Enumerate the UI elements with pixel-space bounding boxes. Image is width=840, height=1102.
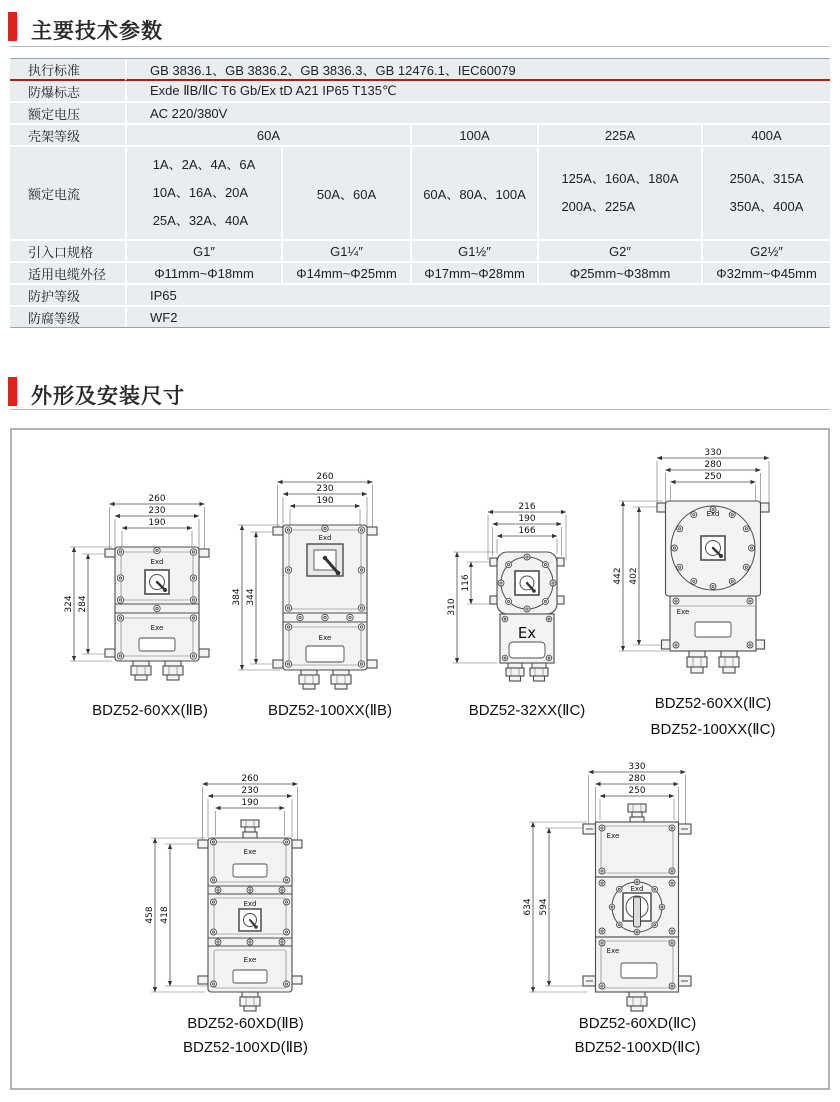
svg-text:260: 260 <box>241 774 259 784</box>
caption-bdz52-60xd-iic: BDZ52-60XD(ⅡC) <box>578 1015 697 1032</box>
caption-bdz52-100xx-iic: BDZ52-100XX(ⅡC) <box>650 721 776 738</box>
caption-bdz52-100xd-iic: BDZ52-100XD(ⅡC) <box>574 1039 701 1056</box>
row-exec-standard <box>10 59 830 81</box>
cell-current-col2: 50A、60A <box>281 147 410 241</box>
caption-bdz52-100xx-iib: BDZ52-100XX(ⅡB) <box>267 702 393 719</box>
exe-label: Exe <box>318 634 332 642</box>
caption-bdz52-100xd-iib: BDZ52-100XD(ⅡB) <box>183 1039 308 1056</box>
svg-text:280: 280 <box>628 774 646 784</box>
top-gland <box>628 804 646 822</box>
current-line: 200A、225A <box>561 199 636 214</box>
svg-text:190: 190 <box>148 518 166 528</box>
drawing-bdz52-32xx-iic <box>445 500 605 700</box>
cell-cable-1: Φ11mm~Φ18mm <box>125 263 281 285</box>
section2-title: 外形及安装尺寸 <box>31 385 185 408</box>
svg-text:190: 190 <box>241 798 259 808</box>
cell-frame-60a: 60A <box>125 125 410 147</box>
cell-cable-3: Φ17mm~Φ28mm <box>410 263 537 285</box>
lever-switch <box>307 544 343 576</box>
svg-text:594: 594 <box>539 898 549 916</box>
bottom-gland <box>240 992 260 1011</box>
svg-text:216: 216 <box>518 502 536 512</box>
current-line: 250A、315A <box>729 171 804 186</box>
drawing-bdz52-60xx-iib <box>62 492 242 699</box>
caption-bdz52-32xx-iic: BDZ52-32XX(ⅡC) <box>468 702 586 719</box>
caption-bdz52-60xx-iib: BDZ52-60XX(ⅡB) <box>92 702 208 719</box>
svg-text:260: 260 <box>148 494 166 504</box>
rotary-switch <box>145 570 169 594</box>
row-label-frame-size: 壳架等级 <box>10 125 125 147</box>
current-line: 350A、400A <box>729 199 804 214</box>
svg-text:330: 330 <box>628 762 646 772</box>
section1-title: 主要技术参数 <box>31 20 163 43</box>
cell-cable-4: Φ25mm~Φ38mm <box>537 263 701 285</box>
svg-text:260: 260 <box>316 472 334 482</box>
drawing-bdz52-100xx-iib <box>230 470 410 702</box>
cell-current-col3: 60A、80A、100A <box>410 147 537 241</box>
section2-accent-bar <box>8 377 17 406</box>
rotary-switch <box>239 909 261 931</box>
dim-left <box>613 501 671 651</box>
cell-inlet-1: G1″ <box>125 241 281 263</box>
svg-text:324: 324 <box>64 595 74 613</box>
svg-text:116: 116 <box>461 574 471 592</box>
svg-text:344: 344 <box>246 588 256 606</box>
exe-top-label: Exe <box>243 848 257 856</box>
exd-label: Exd <box>706 510 720 518</box>
cell-ip-rating: IP65 <box>125 285 830 307</box>
ex-label: Ex <box>517 624 537 642</box>
exe-bottom-label: Exe <box>606 947 620 955</box>
rotary-switch <box>701 536 725 560</box>
exe-label: Exe <box>150 624 164 632</box>
dim-top <box>110 494 205 554</box>
cell-inlet-5: G2½″ <box>701 241 830 263</box>
svg-text:250: 250 <box>628 786 646 796</box>
cable-glands <box>131 661 183 680</box>
row-label-rated-current: 额定电流 <box>10 147 125 241</box>
exe-top-label: Exe <box>606 832 620 840</box>
row-label-ip-rating: 防护等级 <box>10 285 125 307</box>
row-label-exec-standard: 执行标准 <box>10 59 125 81</box>
row-label-anticorrosion: 防腐等级 <box>28 310 81 326</box>
row-label-rated-voltage: 额定电压 <box>10 103 125 125</box>
dim-top <box>278 472 373 532</box>
row-label-inlet-spec: 引入口规格 <box>10 241 125 263</box>
svg-text:230: 230 <box>316 484 334 494</box>
cable-glands <box>506 663 548 681</box>
svg-text:458: 458 <box>145 906 155 924</box>
cell-frame-400a: 400A <box>701 125 830 147</box>
caption-bdz52-60xx-iic: BDZ52-60XX(ⅡC) <box>654 695 772 712</box>
cell-ex-mark: Exde ⅡB/ⅡC T6 Gb/Ex tD A21 IP65 T135℃ <box>125 81 830 103</box>
cell-inlet-3: G1½″ <box>410 241 537 263</box>
device-body <box>657 501 769 651</box>
svg-text:418: 418 <box>160 906 170 924</box>
svg-text:330: 330 <box>704 448 722 458</box>
svg-text:190: 190 <box>316 496 334 506</box>
row-cable-diameter <box>10 263 830 285</box>
row-anticorrosion <box>10 307 830 327</box>
svg-text:310: 310 <box>447 598 457 616</box>
dim-left <box>64 547 118 661</box>
svg-text:402: 402 <box>629 567 639 585</box>
exd-label: Exd <box>630 885 644 893</box>
dim-left <box>145 838 209 992</box>
exe-bottom-label: Exe <box>243 956 257 964</box>
cell-cable-2: Φ14mm~Φ25mm <box>281 263 410 285</box>
svg-text:250: 250 <box>704 472 722 482</box>
cell-inlet-4: G2″ <box>537 241 701 263</box>
svg-text:384: 384 <box>232 588 242 606</box>
dim-left <box>447 552 499 663</box>
drawing-bdz52-60xd-iib <box>143 772 338 1014</box>
row-inlet-spec <box>10 241 830 263</box>
exe-label: Exe <box>676 608 690 616</box>
tech-params-table <box>10 58 830 328</box>
cell-cable-5: Φ32mm~Φ45mm <box>701 263 830 285</box>
bottom-gland <box>627 992 647 1011</box>
cell-current-col1 <box>125 147 281 241</box>
dim-top <box>657 448 769 506</box>
section1-underline <box>10 46 830 47</box>
section2-underline <box>10 409 830 410</box>
svg-text:190: 190 <box>518 514 536 524</box>
current-line: 1A、2A、4A、6A <box>152 157 256 172</box>
cell-current-col4 <box>537 147 701 241</box>
cell-exec-standard: GB 3836.1、GB 3836.2、GB 3836.3、GB 12476.1、IEC60079 <box>125 59 830 81</box>
cable-glands <box>299 670 351 689</box>
svg-text:166: 166 <box>518 526 536 536</box>
drawing-bdz52-60xx-iic <box>613 446 813 696</box>
cell-inlet-2: G1¼″ <box>281 241 410 263</box>
drawing-bdz52-60xd-iic <box>521 760 746 1016</box>
row-rated-voltage <box>10 103 830 125</box>
svg-text:634: 634 <box>523 898 533 916</box>
dim-top <box>488 502 566 560</box>
cell-current-col5 <box>701 147 830 241</box>
rotary-switch <box>515 571 539 595</box>
svg-text:230: 230 <box>241 786 259 796</box>
svg-text:284: 284 <box>78 595 88 613</box>
row-ip-rating <box>10 285 830 307</box>
row-ex-mark <box>10 81 830 103</box>
top-gland <box>241 820 259 838</box>
dim-left <box>523 822 591 992</box>
svg-text:280: 280 <box>704 460 722 470</box>
section1-accent-bar <box>8 12 17 41</box>
row-rated-current <box>10 147 830 241</box>
row-label-ex-mark: 防爆标志 <box>10 81 125 103</box>
svg-text:442: 442 <box>613 567 623 585</box>
row-frame-size <box>10 125 830 147</box>
cable-glands <box>687 651 739 673</box>
row-label-cable-diameter: 适用电缆外径 <box>10 263 125 285</box>
exd-label: Exd <box>318 534 332 542</box>
current-line: 10A、16A、20A <box>152 185 249 200</box>
exd-label: Exd <box>243 900 257 908</box>
caption-bdz52-60xd-iib: BDZ52-60XD(ⅡB) <box>187 1015 304 1032</box>
cell-frame-225a: 225A <box>537 125 701 147</box>
cell-anticorrosion: WF2 <box>125 307 830 327</box>
exd-label: Exd <box>150 558 164 566</box>
cell-rated-voltage: AC 220/380V <box>125 103 830 125</box>
current-line: 25A、32A、40A <box>152 213 249 228</box>
device-body <box>490 552 564 663</box>
cell-frame-100a: 100A <box>410 125 537 147</box>
current-line: 125A、160A、180A <box>561 171 679 186</box>
dim-left <box>232 525 286 670</box>
svg-text:230: 230 <box>148 506 166 516</box>
